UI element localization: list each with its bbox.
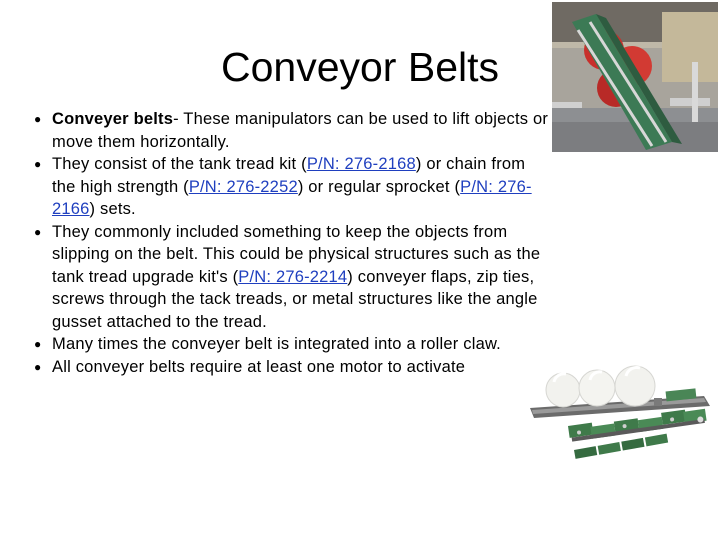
bullet-text: ) conveyer flaps, zip ties, screws through the tack treads, or metal structures like the angle gusset attached to the tread. bbox=[52, 267, 538, 331]
tank-tread-illustration bbox=[530, 360, 720, 470]
bullet-text: Many times the conveyer belt is integrated into a roller claw. bbox=[52, 335, 501, 353]
part-number-link[interactable]: P/N: 276-2214 bbox=[238, 267, 348, 286]
bullet-text: - These manipulators can be used to lift objects or move them horizontally. bbox=[52, 110, 549, 151]
part-number-link[interactable]: P/N: 276-2252 bbox=[188, 177, 298, 196]
part-number-link[interactable]: P/N: 276-2166 bbox=[52, 177, 532, 218]
bullet-item bbox=[32, 356, 552, 379]
bullet-item bbox=[32, 153, 552, 221]
bullet-text: ) or chain from the high strength ( bbox=[52, 155, 526, 196]
robot-conveyor-illustration bbox=[552, 2, 718, 152]
bullet-dot-icon: ● bbox=[34, 337, 42, 351]
bullet-text: All conveyer belts require at least one motor to activate bbox=[52, 357, 466, 376]
tank-tread-photo bbox=[530, 360, 720, 470]
part-number-link[interactable]: P/N: 276-2168 bbox=[306, 155, 416, 173]
bullet-text: ) or regular sprocket ( bbox=[297, 177, 461, 196]
bullet-text: ) sets. bbox=[89, 200, 136, 218]
bullet-item bbox=[32, 221, 552, 334]
bullet-text: They consist of the tank tread kit ( bbox=[52, 155, 307, 173]
bullet-dot-icon: ● bbox=[34, 112, 42, 126]
bullet-term: Conveyer belts bbox=[52, 110, 174, 128]
slide-title: Conveyor Belts bbox=[220, 44, 499, 90]
bullet-item bbox=[32, 333, 552, 356]
bullet-dot-icon: ● bbox=[34, 359, 42, 374]
bullet-text: They commonly included something to keep the objects from slipping on the belt. This could be physical structures such as the tank tread upgrade kit's ( bbox=[52, 222, 541, 286]
robot-conveyor-photo bbox=[552, 2, 718, 152]
bullet-item bbox=[32, 108, 552, 153]
bullet-dot-icon: ● bbox=[34, 224, 42, 239]
bullet-list bbox=[32, 108, 552, 378]
bullet-dot-icon: ● bbox=[34, 157, 42, 171]
